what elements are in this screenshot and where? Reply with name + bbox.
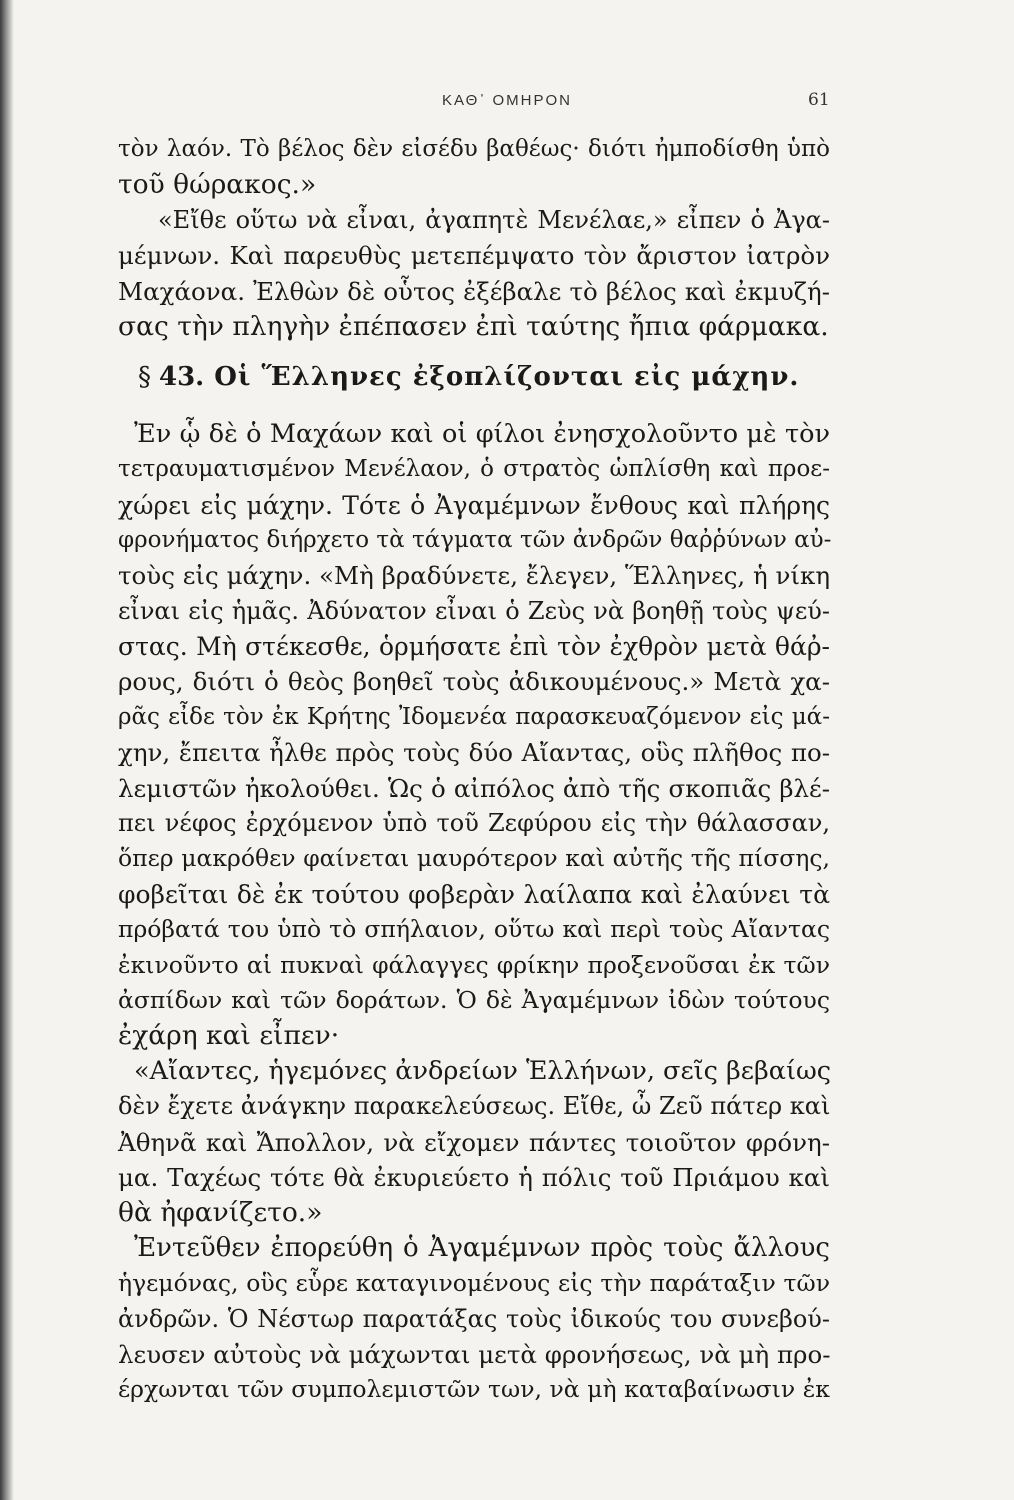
text-line: μέμνων. Καὶ παρευθὺς μετεπέμψατο τὸν ἄριστον ἰατρὸν (118, 241, 830, 271)
text-line: δὲν ἔχετε ἀνάγκην παρακελεύσεως. Εἴθε, ὦ Ζεῦ πάτερ καὶ (118, 1092, 831, 1121)
body-text (118, 132, 830, 1408)
text-line: μα. Ταχέως τότε θὰ ἐκυριεύετο ἡ πόλις τοῦ Πριάμου καὶ (118, 1162, 830, 1192)
text-line: ρᾶς εἶδε τὸν ἐκ Κρήτης Ἰδομενέα παρασκευαζόμενον εἰς μά- (118, 703, 830, 730)
text-line: λεμιστῶν ἠκολούθει. Ὡς ὁ αἰπόλος ἀπὸ τῆς σκοπιᾶς βλέ- (118, 773, 830, 803)
text-line: τὸν λαόν. Τὸ βέλος δὲν εἰσέδυ βαθέως· διότι ἠμποδίσθη ὑπὸ (118, 136, 830, 162)
text-line: ρους, διότι ὁ θεὸς βοηθεῖ τοὺς ἀδικουμένους.» Μετὰ χα- (118, 667, 830, 697)
page-number: 61 (808, 90, 830, 110)
text-line: λευσεν αὐτοὺς νὰ μάχωνται μετὰ φρονήσεως, νὰ μὴ προ- (118, 1339, 831, 1369)
text-line: Ἐντεῦθεν ἐπορεύθη ὁ Ἀγαμέμνων πρὸς τοὺς ἄλλους (134, 1232, 830, 1263)
section-symbol: § (138, 362, 151, 393)
text-line: τοὺς εἰς μάχην. «Μὴ βραδύνετε, ἔλεγεν, Ἕλληνες, ἡ νίκη (118, 561, 830, 591)
text-line: ἀσπίδων καὶ τῶν δοράτων. Ὁ δὲ Ἀγαμέμνων ἰδὼν τούτους (118, 985, 830, 1014)
section-heading (118, 360, 830, 395)
text-line: Μαχάονα. Ἐλθὼν δὲ οὗτος ἐξέβαλε τὸ βέλος καὶ ἐκμυζή- (118, 276, 830, 306)
section-number: 43. (159, 362, 205, 393)
text-line: χην, ἔπειτα ἦλθε πρὸς τοὺς δύο Αἴαντας, οὓς πλῆθος πο- (118, 738, 830, 768)
text-line: εἶναι εἰς ἡμᾶς. Ἀδύνατον εἶναι ὁ Ζεὺς νὰ βοηθῇ τοὺς ψεύ- (118, 596, 830, 625)
section-title: Οἱ Ἕλληνες ἐξοπλίζονται εἰς μάχην. (214, 362, 800, 393)
text-line: σας τὴν πληγὴν ἐπέπασεν ἐπὶ ταύτης ἤπια φάρμακα. (118, 310, 829, 342)
text-line: φοβεῖται δὲ ἐκ τούτου φοβερὰν λαίλαπα καὶ ἐλαύνει τὰ (118, 879, 830, 909)
text-line: έρχωνται τῶν συμπολεμιστῶν των, νὰ μὴ καταβαίνωσιν ἐκ (118, 1375, 830, 1404)
running-title: ΚΑΘ᾿ ΟΜΗΡΟΝ (441, 92, 573, 109)
text-line: πει νέφος ἐρχόμενον ὑπὸ τοῦ Ζεφύρου εἰς τὴν θάλασσαν, (118, 809, 830, 838)
text-line: ἐκινοῦντο αἱ πυκναὶ φάλαγγες φρίκην προξενοῦσαι ἐκ τῶν (118, 950, 830, 979)
text-line: τετραυματισμένον Μενέλαον, ὁ στρατὸς ὡπλίσθη καὶ προε- (118, 456, 830, 483)
text-line: τοῦ θώρακος.» (118, 169, 317, 201)
text-line: «Εἴθε οὕτω νὰ εἶναι, ἀγαπητὲ Μενέλαε,» εἶπεν ὁ Ἀγα- (158, 205, 830, 234)
text-line: ἡγεμόνας, οὓς εὗρε καταγινομένους εἰς τὴν παράταξιν τῶν (118, 1269, 830, 1298)
text-line: θὰ ἠφανίζετο.» (118, 1197, 323, 1229)
text-line: χώρει εἰς μάχην. Τότε ὁ Ἀγαμέμνων ἔνθους καὶ πλήρης (118, 490, 830, 520)
text-line: «Αἴαντες, ἡγεμόνες ἀνδρείων Ἑλλήνων, σεῖς βεβαίως (134, 1055, 832, 1086)
text-line: ὅπερ μακρόθεν φαίνεται μαυρότερον καὶ αὐτῆς τῆς πίσσης, (118, 844, 830, 873)
text-line: στας. Μὴ στέκεσθε, ὁρμήσατε ἐπὶ τὸν ἐχθρὸν μετὰ θάῤ- (118, 632, 830, 662)
text-line: πρόβατά του ὑπὸ τὸ σπήλαιον, οὕτω καὶ περὶ τοὺς Αἴαντας (118, 915, 830, 944)
text-line: φρονήματος διήρχετο τὰ τάγματα τῶν ἀνδρῶν θαῤῥύνων αὐ- (118, 526, 832, 553)
text-line: Ἐν ᾧ δὲ ὁ Μαχάων καὶ οἱ φίλοι ἐνησχολοῦντο μὲ τὸν (134, 418, 830, 449)
text-line: ἀνδρῶν. Ὁ Νέστωρ παρατάξας τοὺς ἰδικούς του συνεβού- (118, 1304, 830, 1333)
page-edge-shadow (0, 0, 14, 1500)
text-line: ἐχάρη καὶ εἶπεν· (118, 1020, 340, 1052)
text-line: Ἀθηνᾶ καὶ Ἄπολλον, νὰ εἴχομεν πάντες τοιοῦτον φρόνη- (118, 1127, 830, 1157)
